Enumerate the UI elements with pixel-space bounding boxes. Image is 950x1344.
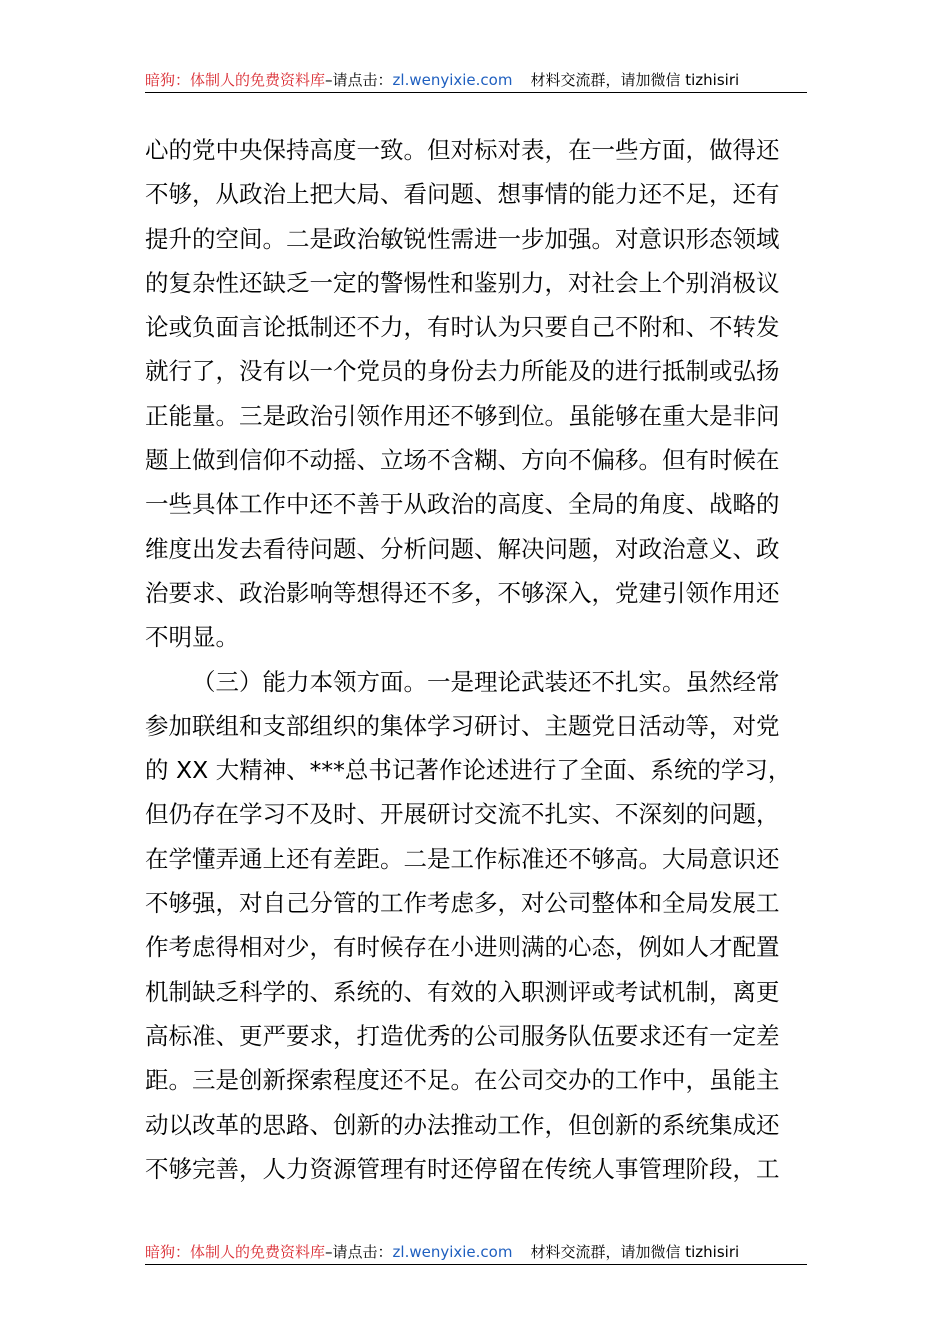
footer-link[interactable]: zl.wenyixie.com	[392, 1243, 513, 1261]
body-line: 的 XX 大精神、***总书记著作论述进行了全面、系统的学习，	[145, 756, 792, 785]
document-body	[145, 128, 807, 1191]
body-line: 一些具体工作中还不善于从政治的高度、全局的角度、战略的	[145, 490, 780, 519]
header-prompt: –请点击：	[325, 71, 393, 89]
body-line: 距。三是创新探索程度还不足。在公司交办的工作中，虽能主	[145, 1066, 780, 1095]
body-line: 不够，从政治上把大局、看问题、想事情的能力还不足，还有	[145, 180, 780, 209]
footer-group-note: 材料交流群，请加微信 tizhisiri	[530, 1243, 740, 1261]
body-line: 机制缺乏科学的、系统的、有效的入职测评或考试机制，离更	[145, 977, 780, 1006]
section-heading-line: （三）能力本领方面。一是理论武装还不扎实。虽然经常	[192, 667, 780, 696]
body-line: 就行了，没有以一个党员的身份去力所能及的进行抵制或弘扬	[145, 357, 780, 386]
body-line: 提升的空间。二是政治敏锐性需进一步加强。对意识形态领域	[145, 224, 780, 253]
body-line: 不够强，对自己分管的工作考虑多，对公司整体和全局发展工	[145, 889, 780, 918]
header-link[interactable]: zl.wenyixie.com	[392, 71, 513, 89]
header-brand: 暗狗：体制人的免费资料库	[145, 71, 326, 89]
body-line: 正能量。三是政治引领作用还不够到位。虽能够在重大是非问	[145, 401, 780, 430]
body-line: 的复杂性还缺乏一定的警惕性和鉴别力，对社会上个别消极议	[145, 268, 780, 297]
body-line: 高标准、更严要求，打造优秀的公司服务队伍要求还有一定差	[145, 1021, 780, 1050]
body-line: 论或负面言论抵制还不力，有时认为只要自己不附和、不转发	[145, 313, 780, 342]
body-line: 不够完善，人力资源管理有时还停留在传统人事管理阶段，工	[145, 1154, 780, 1183]
body-line: 参加联组和支部组织的集体学习研讨、主题党日活动等，对党	[145, 711, 780, 740]
body-line: 在学懂弄通上还有差距。二是工作标准还不够高。大局意识还	[145, 844, 780, 873]
body-line: 题上做到信仰不动摇、立场不含糊、方向不偏移。但有时候在	[145, 446, 780, 475]
body-line: 不明显。	[145, 623, 239, 652]
footer-brand: 暗狗：体制人的免费资料库	[145, 1243, 326, 1261]
page-footer	[145, 1240, 807, 1265]
body-line: 治要求、政治影响等想得还不多，不够深入，党建引领作用还	[145, 578, 780, 607]
body-line: 维度出发去看待问题、分析问题、解决问题，对政治意义、政	[145, 534, 780, 563]
body-line: 作考虑得相对少，有时候存在小进则满的心态，例如人才配置	[145, 933, 780, 962]
body-line: 心的党中央保持高度一致。但对标对表，在一些方面，做得还	[145, 136, 780, 164]
page-header	[145, 68, 807, 93]
header-group-note: 材料交流群，请加微信 tizhisiri	[530, 71, 740, 89]
body-line: 但仍存在学习不及时、开展研讨交流不扎实、不深刻的问题，	[145, 800, 780, 829]
body-line: 动以改革的思路、创新的办法推动工作，但创新的系统集成还	[145, 1110, 780, 1139]
footer-prompt: –请点击：	[325, 1243, 393, 1261]
